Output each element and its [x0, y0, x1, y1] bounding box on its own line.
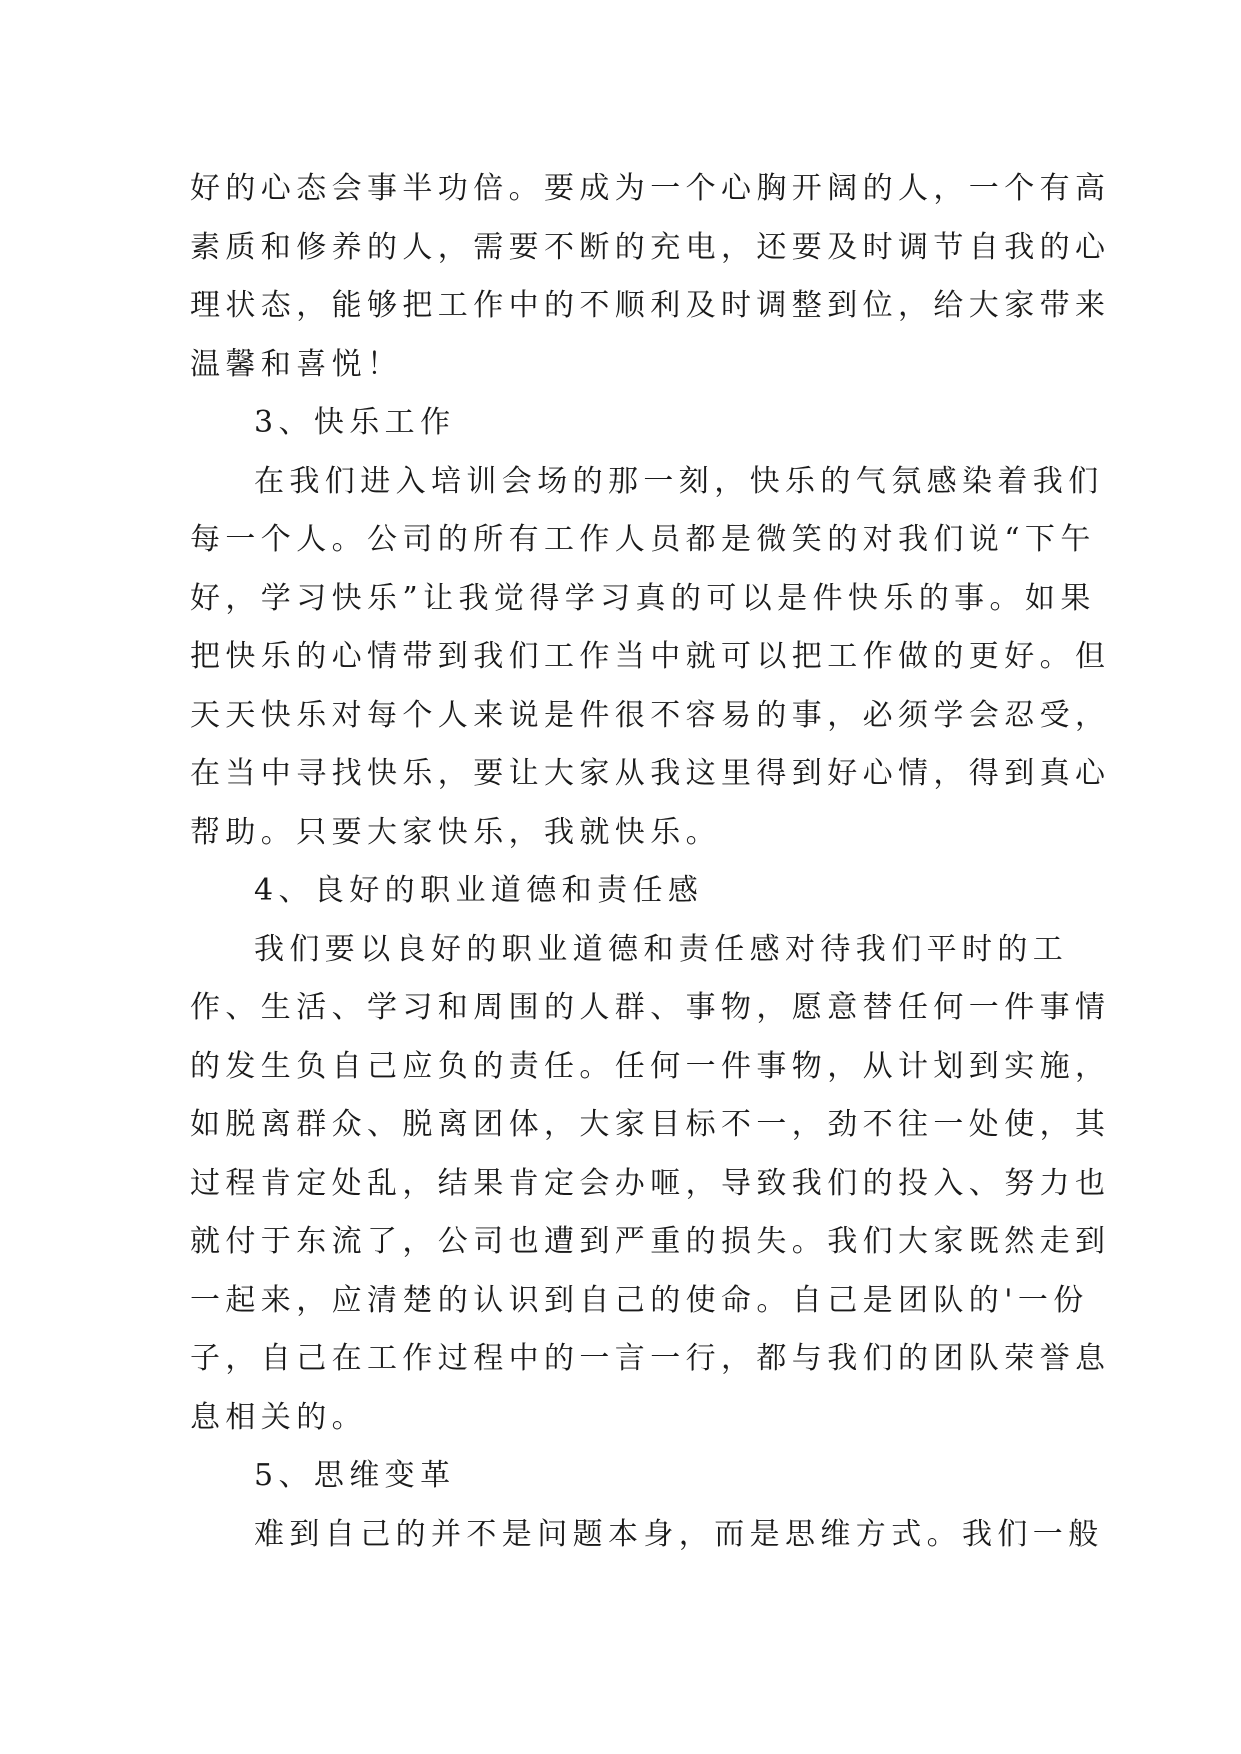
text-line: 我们要以良好的职业道德和责任感对待我们平时的工: [254, 931, 1069, 967]
section-heading: 4、良好的职业道德和责任感: [254, 873, 704, 908]
document-body: [190, 160, 1111, 1564]
text-line: 就付于东流了，公司也遭到严重的损失。我们大家既然走到: [190, 1224, 1111, 1259]
text-line: 的发生负自己应负的责任。任何一件事物，从计划到实施，: [190, 1048, 1111, 1084]
text-line: 每一个人。公司的所有工作人员都是微笑的对我们说“下午: [190, 522, 1096, 557]
text-line: 在当中寻找快乐，要让大家从我这里得到好心情，得到真心: [190, 756, 1111, 791]
text-line: 天天快乐对每个人来说是件很不容易的事，必须学会忍受，: [190, 697, 1111, 733]
text-line: 在我们进入培训会场的那一刻，快乐的气氛感染着我们: [254, 463, 1104, 499]
text-line: 素质和修养的人，需要不断的充电，还要及时调节自我的心: [190, 229, 1111, 265]
text-line: 温馨和喜悦！: [190, 346, 403, 382]
text-line: 作、生活、学习和周围的人群、事物，愿意替任何一件事情: [190, 990, 1111, 1025]
section-heading: 3、快乐工作: [254, 405, 456, 440]
text-line: 难到自己的并不是问题本身，而是思维方式。我们一般: [254, 1516, 1104, 1552]
text-line: 过程肯定处乱，结果肯定会办咂，导致我们的投入、努力也: [190, 1165, 1111, 1201]
text-line: 一起来，应清楚的认识到自己的使命。自己是团队的'一份: [190, 1282, 1089, 1318]
text-line: 好，学习快乐”让我觉得学习真的可以是件快乐的事。如果: [190, 580, 1096, 616]
text-line: 如脱离群众、脱离团体，大家目标不一，劲不往一处使，其: [190, 1107, 1111, 1142]
text-line: 子，自己在工作过程中的一言一行，都与我们的团队荣誉息: [190, 1341, 1111, 1376]
section-heading: 5、思维变革: [254, 1458, 456, 1493]
text-line: 好的心态会事半功倍。要成为一个心胸开阔的人，一个有高: [190, 171, 1111, 206]
text-line: 帮助。只要大家快乐，我就快乐。: [190, 814, 721, 850]
text-line: 把快乐的心情带到我们工作当中就可以把工作做的更好。但: [190, 639, 1111, 674]
text-line: 息相关的。: [190, 1399, 367, 1435]
text-line: 理状态，能够把工作中的不顺利及时调整到位，给大家带来: [190, 288, 1111, 323]
